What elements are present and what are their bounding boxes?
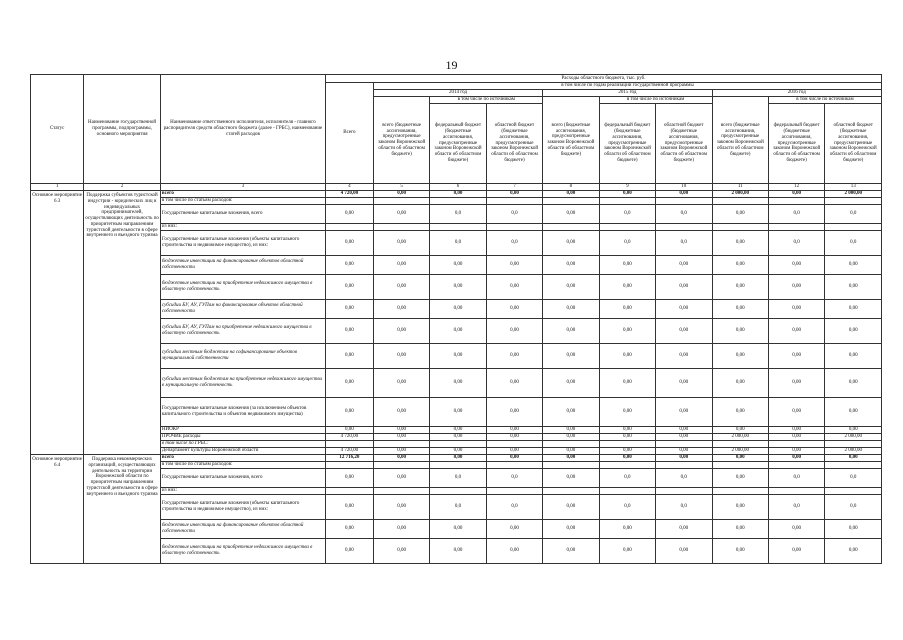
expense-item-label: бюджетные инвестиции на финансирование объектов областной собственности xyxy=(160,520,325,539)
value-cell xyxy=(373,224,429,231)
value-cell: 0,00 xyxy=(543,455,599,462)
value-cell xyxy=(373,462,429,469)
value-cell: 0,00 xyxy=(712,427,768,434)
value-cell: 0,00 xyxy=(373,319,429,344)
table-row xyxy=(31,455,882,462)
value-cell xyxy=(486,441,542,448)
value-cell: 0,00 xyxy=(825,344,882,369)
value-cell xyxy=(599,488,655,495)
value-cell: 0,00 xyxy=(486,434,542,441)
col-regional-header: областной бюджет (бюджетные ассигнования, предусмотренные законом Воронежской области об областном бюджете) xyxy=(486,104,542,184)
status-cell: Основное мероприятие 6.4 xyxy=(31,455,84,564)
expense-item-label: в том числе по ГРБС: xyxy=(160,441,325,448)
value-cell: 0,00 xyxy=(656,191,712,198)
expense-item-label: в том числе по статьям расходов: xyxy=(160,462,325,469)
value-cell xyxy=(543,488,599,495)
value-cell: 0,00 xyxy=(712,455,768,462)
value-cell xyxy=(712,441,768,448)
value-cell: 0,00 xyxy=(599,455,655,462)
value-cell: 2 000,00 xyxy=(712,191,768,198)
value-cell: 0,00 xyxy=(768,191,824,198)
value-cell xyxy=(430,462,486,469)
value-cell xyxy=(430,488,486,495)
value-cell: 0,0 xyxy=(486,495,542,520)
value-cell: 0,0 xyxy=(430,231,486,256)
value-cell: 0,00 xyxy=(373,495,429,520)
expense-item-label: Департамент культуры Воронежской области xyxy=(160,448,325,455)
value-cell xyxy=(768,224,824,231)
col-all-header: всего (бюджетные ассигнования, предусмотренные законом Воронежской области об областном бюджете) xyxy=(712,97,768,184)
value-cell xyxy=(430,224,486,231)
col-federal-header: федеральный бюджет (бюджетные ассигнования, предусмотренные законом Воронежской области об областном бюджете) xyxy=(768,104,824,184)
value-cell: 0,00 xyxy=(486,300,542,319)
value-cell: 0,00 xyxy=(430,369,486,398)
value-cell xyxy=(656,488,712,495)
value-cell: 0,00 xyxy=(543,434,599,441)
by-sources-header: в том числе по источникам xyxy=(768,97,881,104)
value-cell: 0,00 xyxy=(430,191,486,198)
col-federal-header: федеральный бюджет (бюджетные ассигнования, предусмотренные законом Воронежской области об областном бюджете) xyxy=(599,104,655,184)
value-cell xyxy=(543,441,599,448)
value-cell: 0,00 xyxy=(373,455,429,462)
value-cell xyxy=(599,224,655,231)
value-cell xyxy=(430,198,486,205)
value-cell xyxy=(599,198,655,205)
value-cell: 0,00 xyxy=(325,520,373,539)
value-cell: 0,00 xyxy=(373,275,429,300)
value-cell xyxy=(486,198,542,205)
value-cell: 0,00 xyxy=(768,344,824,369)
value-cell: 2 000,00 xyxy=(712,434,768,441)
value-cell: 0,00 xyxy=(486,427,542,434)
value-cell: 0,00 xyxy=(712,495,768,520)
value-cell: 0,00 xyxy=(712,231,768,256)
value-cell: 0,00 xyxy=(543,369,599,398)
value-cell: 0,00 xyxy=(712,369,768,398)
value-cell: 0,00 xyxy=(325,495,373,520)
value-cell xyxy=(373,441,429,448)
expense-item-label: субсидии местным бюджетам на приобретение недвижимого имущества в муниципальную собственность xyxy=(160,369,325,398)
value-cell: 0,00 xyxy=(825,256,882,275)
value-cell xyxy=(325,224,373,231)
value-cell: 0,0 xyxy=(768,495,824,520)
value-cell: 0,00 xyxy=(430,539,486,564)
value-cell: 0,00 xyxy=(543,398,599,427)
value-cell: 0,0 xyxy=(825,469,882,488)
program-name-cell: Поддержка субъектов туристской индустрии - юридических лиц и индивидуальных предпринимателей, осуществляющих деятельность по приоритетным направлениям туристской деятельности в сфере внутреннего и въездного туризма xyxy=(84,191,161,455)
value-cell: 0,00 xyxy=(656,300,712,319)
value-cell: 0,00 xyxy=(656,319,712,344)
value-cell: 0,00 xyxy=(373,427,429,434)
value-cell xyxy=(768,488,824,495)
value-cell: 2 000,00 xyxy=(825,434,882,441)
value-cell: 0,00 xyxy=(543,448,599,455)
value-cell: 0,0 xyxy=(768,231,824,256)
value-cell: 0,00 xyxy=(599,275,655,300)
value-cell: 0,00 xyxy=(486,539,542,564)
column-number: 3 xyxy=(160,184,325,191)
executor-name-header: Наименование ответственного исполнителя, исполнителя - главного распорядителя средств областного бюджета (далее - ГРБС), наименование статей расходов xyxy=(160,75,325,184)
value-cell xyxy=(543,224,599,231)
value-cell: 0,00 xyxy=(543,427,599,434)
table-row xyxy=(31,191,882,198)
value-cell: 0,00 xyxy=(599,398,655,427)
value-cell: 0,00 xyxy=(430,275,486,300)
value-cell: 0,00 xyxy=(656,344,712,369)
value-cell: 4 720,00 xyxy=(325,434,373,441)
value-cell xyxy=(599,441,655,448)
value-cell: 0,00 xyxy=(825,300,882,319)
value-cell: 0,00 xyxy=(543,256,599,275)
value-cell: 0,0 xyxy=(599,495,655,520)
value-cell: 0,00 xyxy=(712,398,768,427)
expense-item-label: в том числе по статьям расходов: xyxy=(160,198,325,205)
expense-item-label: субсидии местным бюджетам на софинансирование объектов муниципальной собственности xyxy=(160,344,325,369)
value-cell: 0,00 xyxy=(543,319,599,344)
value-cell: 0,00 xyxy=(325,469,373,488)
value-cell: 2 000,00 xyxy=(825,191,882,198)
value-cell xyxy=(825,462,882,469)
value-cell xyxy=(768,198,824,205)
value-cell: 0,00 xyxy=(325,205,373,224)
budget-table xyxy=(30,74,882,564)
value-cell: 0,00 xyxy=(486,191,542,198)
value-cell: 0,00 xyxy=(373,448,429,455)
value-cell: 0,0 xyxy=(825,231,882,256)
value-cell: 0,0 xyxy=(825,495,882,520)
value-cell: 0,0 xyxy=(599,231,655,256)
value-cell: 0,00 xyxy=(486,448,542,455)
column-number: 2 xyxy=(84,184,161,191)
value-cell: 0,0 xyxy=(768,205,824,224)
col-all-header: всего (бюджетные ассигнования, предусмотренные законом Воронежской области об областном бюджете) xyxy=(373,97,429,184)
value-cell: 0,00 xyxy=(712,520,768,539)
value-cell: 0,00 xyxy=(543,469,599,488)
value-cell: 0,00 xyxy=(599,256,655,275)
expense-item-label: всего xyxy=(160,191,325,198)
value-cell: 0,00 xyxy=(599,191,655,198)
value-cell: 0,00 xyxy=(325,300,373,319)
value-cell xyxy=(825,198,882,205)
column-number: 13 xyxy=(825,184,882,191)
value-cell: 0,00 xyxy=(543,231,599,256)
value-cell: 0,00 xyxy=(656,520,712,539)
status-header: Статус xyxy=(31,75,84,184)
value-cell: 0,00 xyxy=(325,398,373,427)
value-cell: 0,00 xyxy=(768,520,824,539)
value-cell: 0,00 xyxy=(486,275,542,300)
value-cell: 0,00 xyxy=(656,369,712,398)
value-cell xyxy=(373,198,429,205)
value-cell: 0,00 xyxy=(430,455,486,462)
col-regional-header: областной бюджет (бюджетные ассигнования, предусмотренные законом Воронежской области об областном бюджете) xyxy=(656,104,712,184)
value-cell: 0,00 xyxy=(373,539,429,564)
value-cell xyxy=(712,224,768,231)
value-cell xyxy=(825,224,882,231)
value-cell: 0,0 xyxy=(599,205,655,224)
value-cell: 0,00 xyxy=(656,448,712,455)
column-number: 10 xyxy=(656,184,712,191)
year-header: 2015 год xyxy=(543,90,712,97)
value-cell xyxy=(656,441,712,448)
value-cell: 0,00 xyxy=(373,300,429,319)
value-cell: 0,00 xyxy=(599,539,655,564)
program-name-header: Наименование государственной программы, подпрограммы, основного мероприятия xyxy=(84,75,161,184)
value-cell: 0,00 xyxy=(373,469,429,488)
column-number: 5 xyxy=(373,184,429,191)
value-cell: 0,0 xyxy=(430,495,486,520)
value-cell: 0,00 xyxy=(656,398,712,427)
value-cell: 0,0 xyxy=(430,205,486,224)
expense-item-label: субсидии БУ, АУ, ГУПам на финансирование объектов областной собственности xyxy=(160,300,325,319)
value-cell: 0,00 xyxy=(373,520,429,539)
value-cell: 0,00 xyxy=(656,275,712,300)
value-cell: 0,00 xyxy=(543,344,599,369)
value-cell: 0,00 xyxy=(430,434,486,441)
column-number: 1 xyxy=(31,184,84,191)
value-cell: 0,00 xyxy=(768,455,824,462)
value-cell: 0,00 xyxy=(712,469,768,488)
value-cell xyxy=(825,441,882,448)
column-number: 7 xyxy=(486,184,542,191)
value-cell: 0,00 xyxy=(543,495,599,520)
by-sources-header: в том числе по источникам xyxy=(430,97,543,104)
value-cell: 0,00 xyxy=(599,344,655,369)
value-cell: 0,00 xyxy=(712,275,768,300)
expense-item-label: бюджетные инвестиции на приобретение недвижимого имущества в областную собственность xyxy=(160,539,325,564)
value-cell xyxy=(430,441,486,448)
expense-item-label: Государственные капитальные вложения (объекты капитального строительства и недвижимое имущество), из них: xyxy=(160,231,325,256)
value-cell: 0,00 xyxy=(768,448,824,455)
value-cell xyxy=(712,488,768,495)
value-cell: 0,00 xyxy=(599,319,655,344)
value-cell: 0,0 xyxy=(430,469,486,488)
value-cell: 0,00 xyxy=(656,427,712,434)
value-cell xyxy=(325,441,373,448)
value-cell: 0,00 xyxy=(768,319,824,344)
column-number: 11 xyxy=(712,184,768,191)
column-number: 8 xyxy=(543,184,599,191)
value-cell: 0,00 xyxy=(430,520,486,539)
value-cell xyxy=(373,488,429,495)
value-cell xyxy=(768,462,824,469)
value-cell: 0,00 xyxy=(543,205,599,224)
value-cell: 0,00 xyxy=(599,369,655,398)
value-cell: 0,00 xyxy=(325,539,373,564)
value-cell: 0,00 xyxy=(712,344,768,369)
value-cell: 0,00 xyxy=(825,319,882,344)
value-cell: 0,00 xyxy=(325,369,373,398)
value-cell: 0,00 xyxy=(656,539,712,564)
value-cell: 0,0 xyxy=(656,469,712,488)
value-cell: 0,00 xyxy=(486,344,542,369)
value-cell: 0,00 xyxy=(768,539,824,564)
expense-item-label: бюджетные инвестиции на приобретение недвижимого имущества в областную собственность xyxy=(160,275,325,300)
value-cell: 0,00 xyxy=(486,319,542,344)
value-cell: 0,0 xyxy=(768,469,824,488)
column-number: 4 xyxy=(325,184,373,191)
value-cell: 0,00 xyxy=(373,231,429,256)
col-federal-header: федеральный бюджет (бюджетные ассигнования, предусмотренные законом Воронежской области об областном бюджете) xyxy=(430,104,486,184)
value-cell xyxy=(543,462,599,469)
value-cell: 0,00 xyxy=(373,191,429,198)
value-cell xyxy=(599,462,655,469)
value-cell: 0,00 xyxy=(543,191,599,198)
value-cell: 0,00 xyxy=(656,256,712,275)
value-cell xyxy=(712,462,768,469)
value-cell: 0,0 xyxy=(486,469,542,488)
value-cell: 0,00 xyxy=(768,369,824,398)
value-cell: 0,00 xyxy=(768,427,824,434)
value-cell: 0,00 xyxy=(543,300,599,319)
expense-item-label: ПРОЧИЕ расходы xyxy=(160,434,325,441)
value-cell xyxy=(656,224,712,231)
value-cell: 0,00 xyxy=(325,256,373,275)
expenses-header: Расходы областного бюджета, тыс. руб. xyxy=(325,75,881,83)
expense-item-label: из них: xyxy=(160,224,325,231)
value-cell: 0,0 xyxy=(656,495,712,520)
value-cell: 0,0 xyxy=(486,231,542,256)
page-number: 19 xyxy=(445,58,458,72)
value-cell: 0,00 xyxy=(825,398,882,427)
value-cell xyxy=(543,198,599,205)
value-cell: 0,00 xyxy=(373,344,429,369)
value-cell: 0,00 xyxy=(430,300,486,319)
value-cell: 0,00 xyxy=(325,344,373,369)
value-cell: 0,00 xyxy=(430,344,486,369)
value-cell xyxy=(768,441,824,448)
value-cell: 0,0 xyxy=(486,205,542,224)
col-all-header: всего (бюджетные ассигнования, предусмотренные законом Воронежской области об областном бюджете) xyxy=(543,97,599,184)
expense-item-label: субсидии БУ, АУ, ГУПам на приобретение недвижимого имущества в областную собственность xyxy=(160,319,325,344)
value-cell: 0,00 xyxy=(599,434,655,441)
expense-item-label: бюджетные инвестиции на финансирование объектов областной собственности xyxy=(160,256,325,275)
value-cell: 0,00 xyxy=(325,427,373,434)
value-cell: 0,0 xyxy=(656,205,712,224)
value-cell: 0,00 xyxy=(825,275,882,300)
value-cell xyxy=(325,488,373,495)
value-cell xyxy=(325,462,373,469)
value-cell: 0,00 xyxy=(656,455,712,462)
value-cell: 0,00 xyxy=(825,539,882,564)
value-cell: 0,00 xyxy=(768,398,824,427)
program-name-cell: Поддержка некоммерческих организаций, осуществляющих деятельность на территории Воронежской области по приоритетным направлениям туристской деятельности в сфере внутреннего и въездного туризма xyxy=(84,455,161,564)
value-cell: 0,00 xyxy=(373,205,429,224)
value-cell: 0,00 xyxy=(825,369,882,398)
value-cell: 0,00 xyxy=(712,256,768,275)
by-years-header: в том числе по годам реализации государственной программы xyxy=(373,83,881,90)
value-cell: 0,00 xyxy=(373,398,429,427)
value-cell: 0,00 xyxy=(543,275,599,300)
value-cell: 0,00 xyxy=(825,427,882,434)
value-cell: 0,00 xyxy=(373,369,429,398)
value-cell: 0,00 xyxy=(712,319,768,344)
value-cell: 0,00 xyxy=(430,398,486,427)
value-cell xyxy=(486,488,542,495)
value-cell: 0,00 xyxy=(430,319,486,344)
value-cell: 2 000,00 xyxy=(712,448,768,455)
value-cell: 0,00 xyxy=(543,539,599,564)
value-cell: 0,00 xyxy=(768,275,824,300)
value-cell xyxy=(486,462,542,469)
expense-item-label: всего xyxy=(160,455,325,462)
value-cell xyxy=(825,488,882,495)
value-cell: 0,00 xyxy=(325,275,373,300)
value-cell: 0,00 xyxy=(543,520,599,539)
col-regional-header: областной бюджет (бюджетные ассигнования, предусмотренные законом Воронежской области об областном бюджете) xyxy=(825,104,882,184)
value-cell: 0,0 xyxy=(825,205,882,224)
value-cell: 0,00 xyxy=(768,256,824,275)
value-cell: 0,00 xyxy=(430,448,486,455)
value-cell: 0,00 xyxy=(712,539,768,564)
expense-item-label: НИОКР xyxy=(160,427,325,434)
value-cell xyxy=(656,198,712,205)
value-cell: 0,00 xyxy=(599,448,655,455)
value-cell: 0,00 xyxy=(825,455,882,462)
total-header: Всего xyxy=(325,83,373,184)
column-number: 12 xyxy=(768,184,824,191)
by-sources-header: в том числе по источникам xyxy=(599,97,712,104)
value-cell: 0,00 xyxy=(486,369,542,398)
value-cell xyxy=(325,198,373,205)
expense-item-label: Государственные капитальные вложения, всего xyxy=(160,469,325,488)
column-number-row xyxy=(31,184,882,191)
value-cell xyxy=(656,462,712,469)
value-cell: 0,00 xyxy=(325,319,373,344)
value-cell: 0,00 xyxy=(656,434,712,441)
value-cell: 12 716,20 xyxy=(325,455,373,462)
value-cell: 0,00 xyxy=(430,427,486,434)
value-cell xyxy=(712,198,768,205)
value-cell: 2 000,00 xyxy=(825,448,882,455)
value-cell: 0,00 xyxy=(825,520,882,539)
expense-item-label: Государственные капитальные вложения, всего xyxy=(160,205,325,224)
expense-item-label: Государственные капитальные вложения (объекты капитального строительства и недвижимое имущество), из них: xyxy=(160,495,325,520)
value-cell: 0,00 xyxy=(712,205,768,224)
value-cell: 0,00 xyxy=(486,520,542,539)
value-cell: 0,00 xyxy=(486,256,542,275)
value-cell: 0,00 xyxy=(325,231,373,256)
value-cell: 0,0 xyxy=(599,469,655,488)
value-cell: 0,00 xyxy=(768,434,824,441)
value-cell: 0,00 xyxy=(486,398,542,427)
status-cell: Основное мероприятие 6.3 xyxy=(31,191,84,455)
value-cell xyxy=(486,224,542,231)
value-cell: 0,00 xyxy=(712,300,768,319)
value-cell: 0,00 xyxy=(599,520,655,539)
value-cell: 0,0 xyxy=(656,231,712,256)
value-cell: 4 720,00 xyxy=(325,191,373,198)
expense-item-label: из них: xyxy=(160,488,325,495)
value-cell: 0,00 xyxy=(430,256,486,275)
year-header: 2016 год xyxy=(712,90,881,97)
value-cell: 0,00 xyxy=(373,434,429,441)
column-number: 9 xyxy=(599,184,655,191)
value-cell: 0,00 xyxy=(768,300,824,319)
value-cell: 4 720,00 xyxy=(325,448,373,455)
value-cell: 0,00 xyxy=(373,256,429,275)
expense-item-label: Государственные капитальные вложения (за исключением объектов капитального строительства и объектов недвижимого имущества) xyxy=(160,398,325,427)
year-header: 2014 год xyxy=(373,90,542,97)
value-cell: 0,00 xyxy=(599,300,655,319)
value-cell: 0,00 xyxy=(599,427,655,434)
value-cell: 0,00 xyxy=(486,455,542,462)
column-number: 6 xyxy=(430,184,486,191)
